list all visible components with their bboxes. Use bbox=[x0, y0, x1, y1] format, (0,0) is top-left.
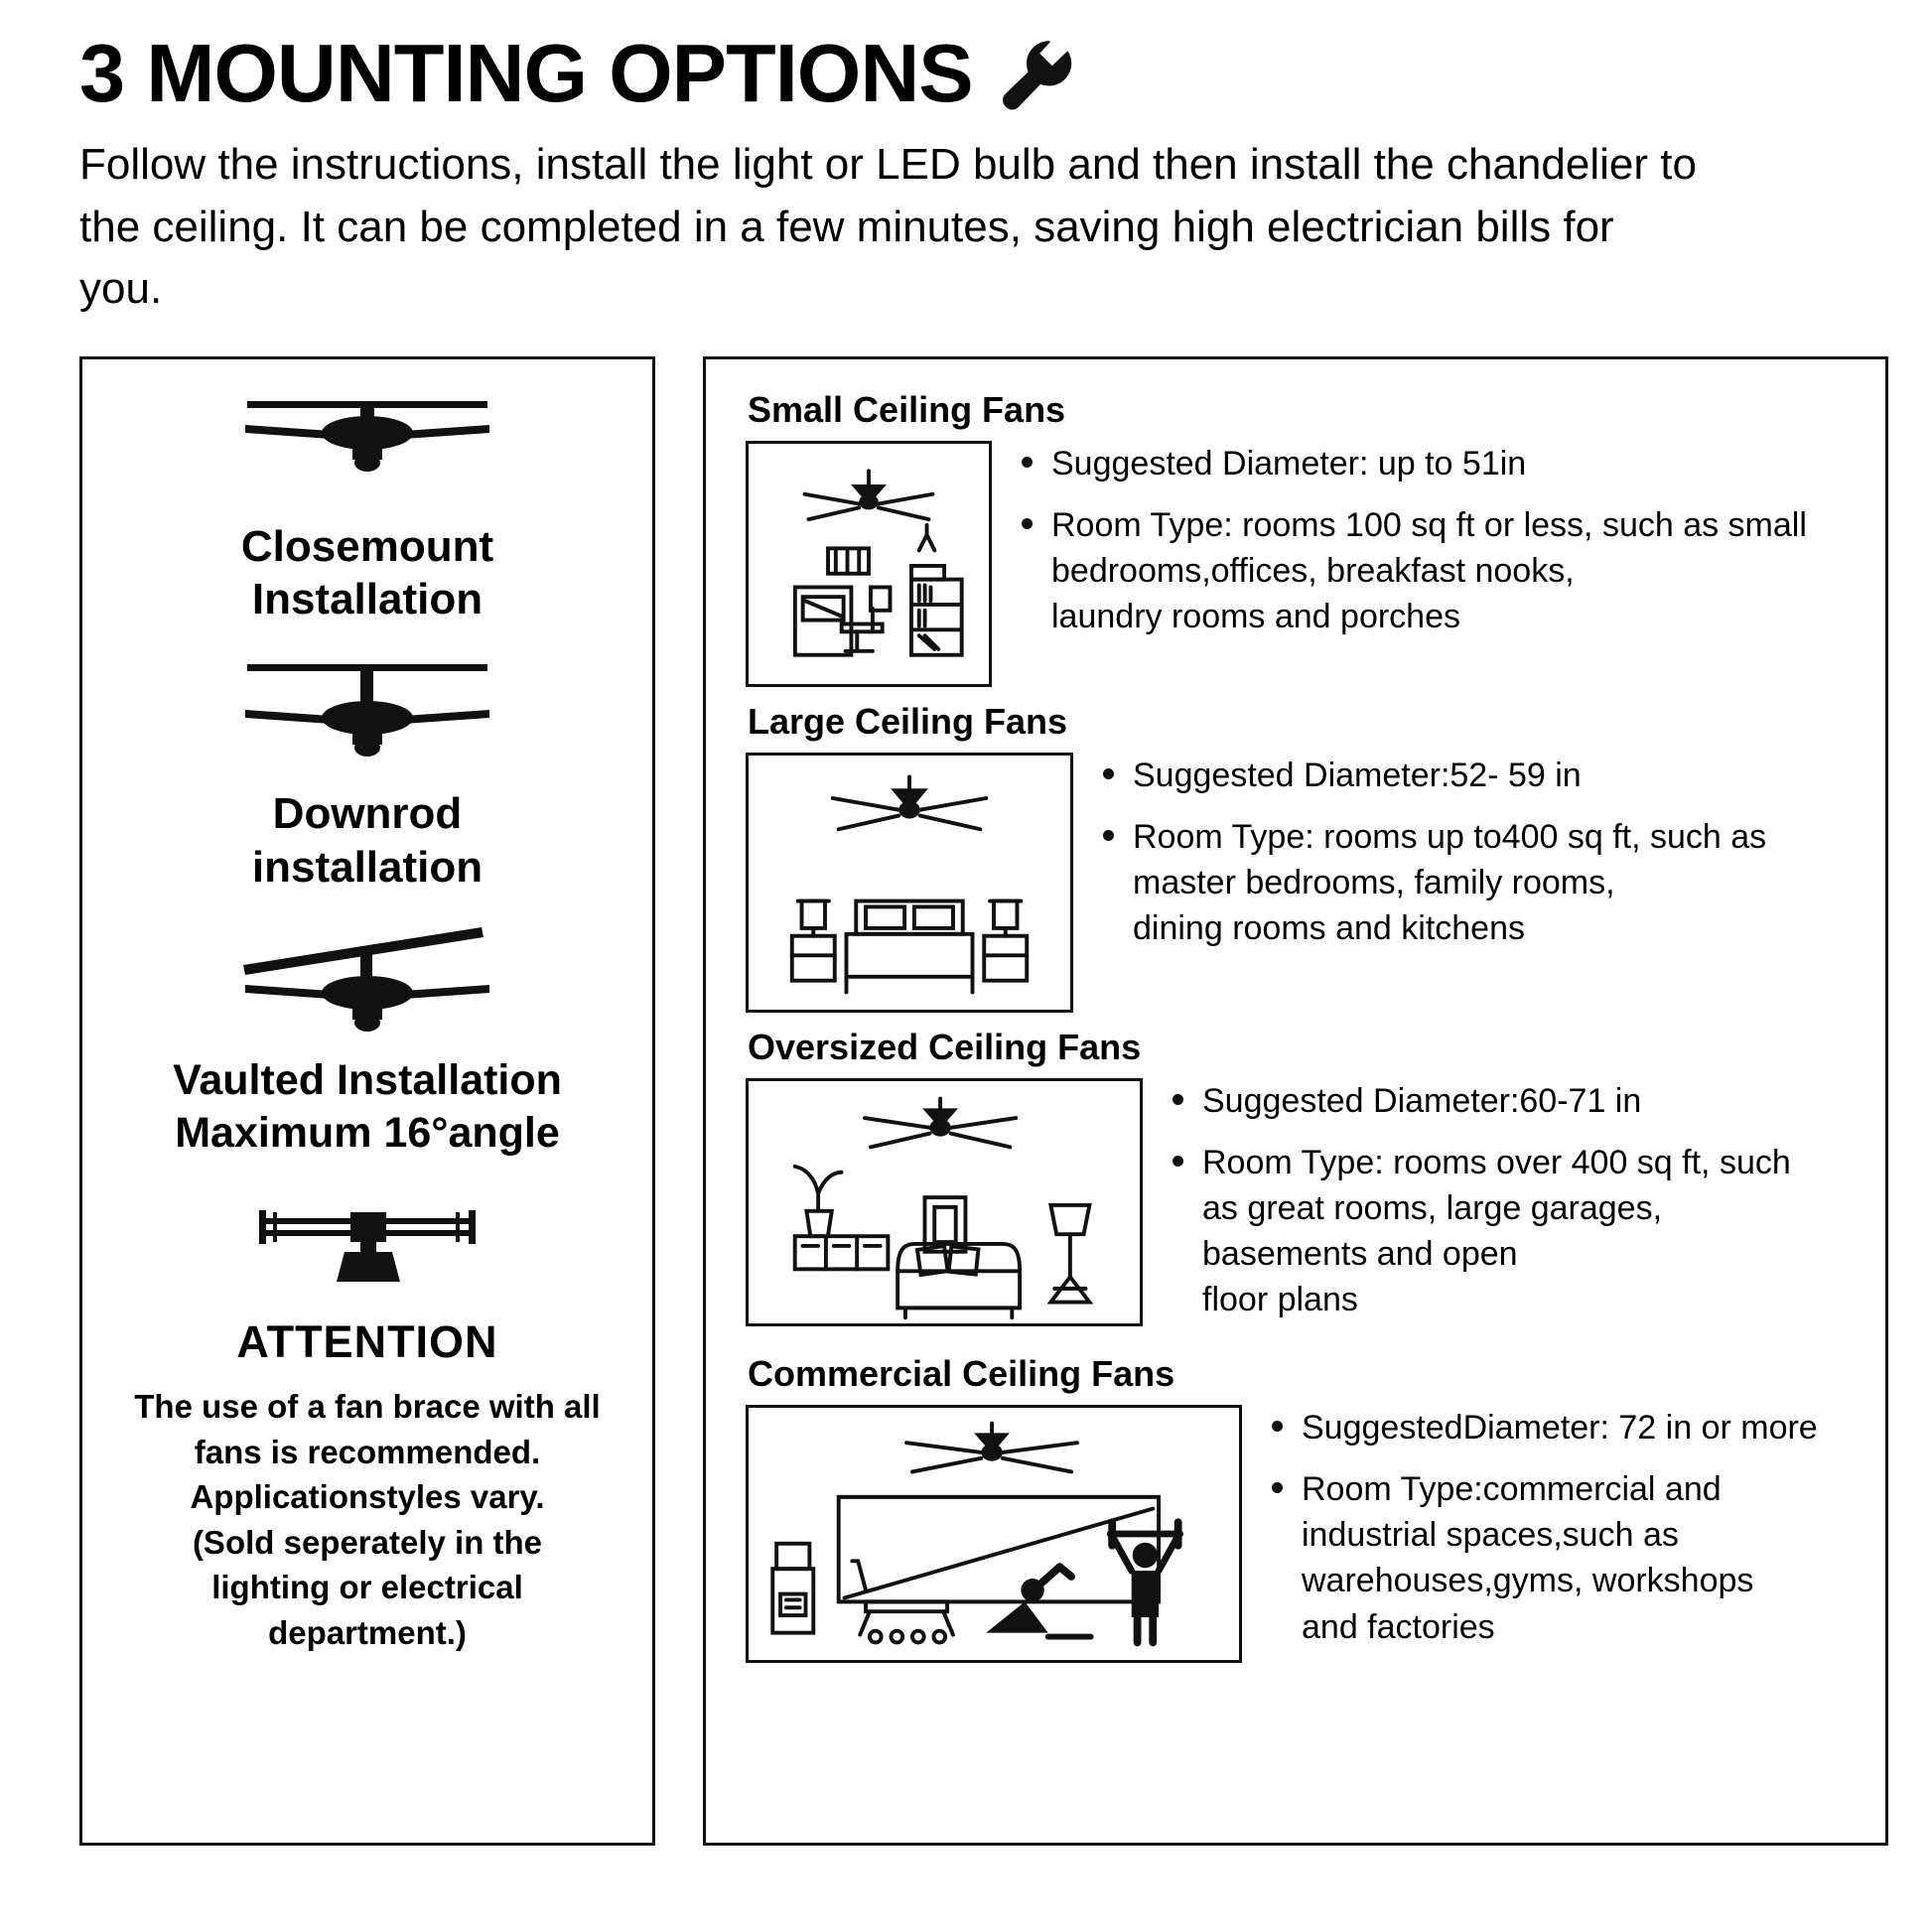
downrod-fan-icon bbox=[233, 658, 501, 777]
fan-size-guide-panel bbox=[703, 356, 1888, 1846]
fan-size-bullets bbox=[1169, 1078, 1791, 1339]
mounting-option-label: Vaulted Installation Maximum 16°angle bbox=[173, 1056, 562, 1157]
fan-size-bullets bbox=[1268, 1405, 1818, 1666]
page-title bbox=[79, 27, 1888, 119]
fan-size-heading: Small Ceiling Fans bbox=[748, 388, 1066, 430]
living-room-icon bbox=[746, 1078, 1143, 1326]
bullet-item: Room Type:commercial and industrial spaces,such as warehouses,gyms, workshops and factories bbox=[1268, 1466, 1818, 1650]
vaulted-fan-icon bbox=[233, 925, 501, 1044]
attention-text: The use of a fan brace with all fans is recommended. Applicationstyles vary. (Sold seperately in the lighting or electrical department.) bbox=[134, 1388, 601, 1651]
bullet-item: Room Type: rooms up to400 sq ft, such as master bedrooms, family rooms, dining rooms and kitchens bbox=[1099, 814, 1766, 952]
mounting-options-panel bbox=[79, 356, 655, 1846]
fan-size-section-oversized bbox=[746, 1027, 1860, 1339]
bullet-item: Suggested Diameter:52- 59 in bbox=[1099, 753, 1766, 798]
bullet-item: Room Type: rooms 100 sq ft or less, such as small bedrooms,offices, breakfast nooks, laundry rooms and porches bbox=[1018, 502, 1807, 640]
fan-size-bullets bbox=[1018, 441, 1807, 656]
content-columns bbox=[79, 356, 1888, 1846]
bullet-item: SuggestedDiameter: 72 in or more bbox=[1268, 1405, 1818, 1450]
mounting-option-label: Closemount Installation bbox=[240, 521, 494, 624]
fan-size-heading: Oversized Ceiling Fans bbox=[748, 1026, 1142, 1067]
closemount-fan-icon bbox=[233, 391, 501, 510]
bedroom-room-icon bbox=[746, 753, 1073, 1013]
wrench-icon bbox=[995, 35, 1072, 112]
fan-size-section-commercial bbox=[746, 1353, 1860, 1666]
attention-title: ATTENTION bbox=[236, 1316, 498, 1368]
intro-paragraph: Follow the instructions, install the light or LED bulb and then install the chandelier to the ceiling. It can be completed in a few minutes, saving high electrician bills for you. bbox=[79, 140, 1697, 314]
bullet-item: Suggested Diameter:60-71 in bbox=[1169, 1078, 1791, 1124]
gym-room-icon bbox=[746, 1405, 1242, 1663]
fan-size-heading: Large Ceiling Fans bbox=[748, 700, 1068, 742]
bullet-item: Room Type: rooms over 400 sq ft, such as great rooms, large garages, basements and open floor plans bbox=[1169, 1140, 1791, 1323]
page-title-text: 3 MOUNTING OPTIONS bbox=[79, 27, 973, 119]
fan-size-section-small bbox=[746, 389, 1860, 687]
bullet-item: Suggested Diameter: up to 51in bbox=[1018, 441, 1807, 486]
fan-brace-icon bbox=[233, 1196, 501, 1301]
fan-size-heading: Commercial Ceiling Fans bbox=[748, 1352, 1175, 1394]
fan-size-bullets bbox=[1099, 753, 1766, 968]
home-office-room-icon bbox=[746, 441, 992, 687]
mounting-option-label: Downrod installation bbox=[251, 788, 483, 892]
fan-size-section-large bbox=[746, 701, 1860, 1013]
